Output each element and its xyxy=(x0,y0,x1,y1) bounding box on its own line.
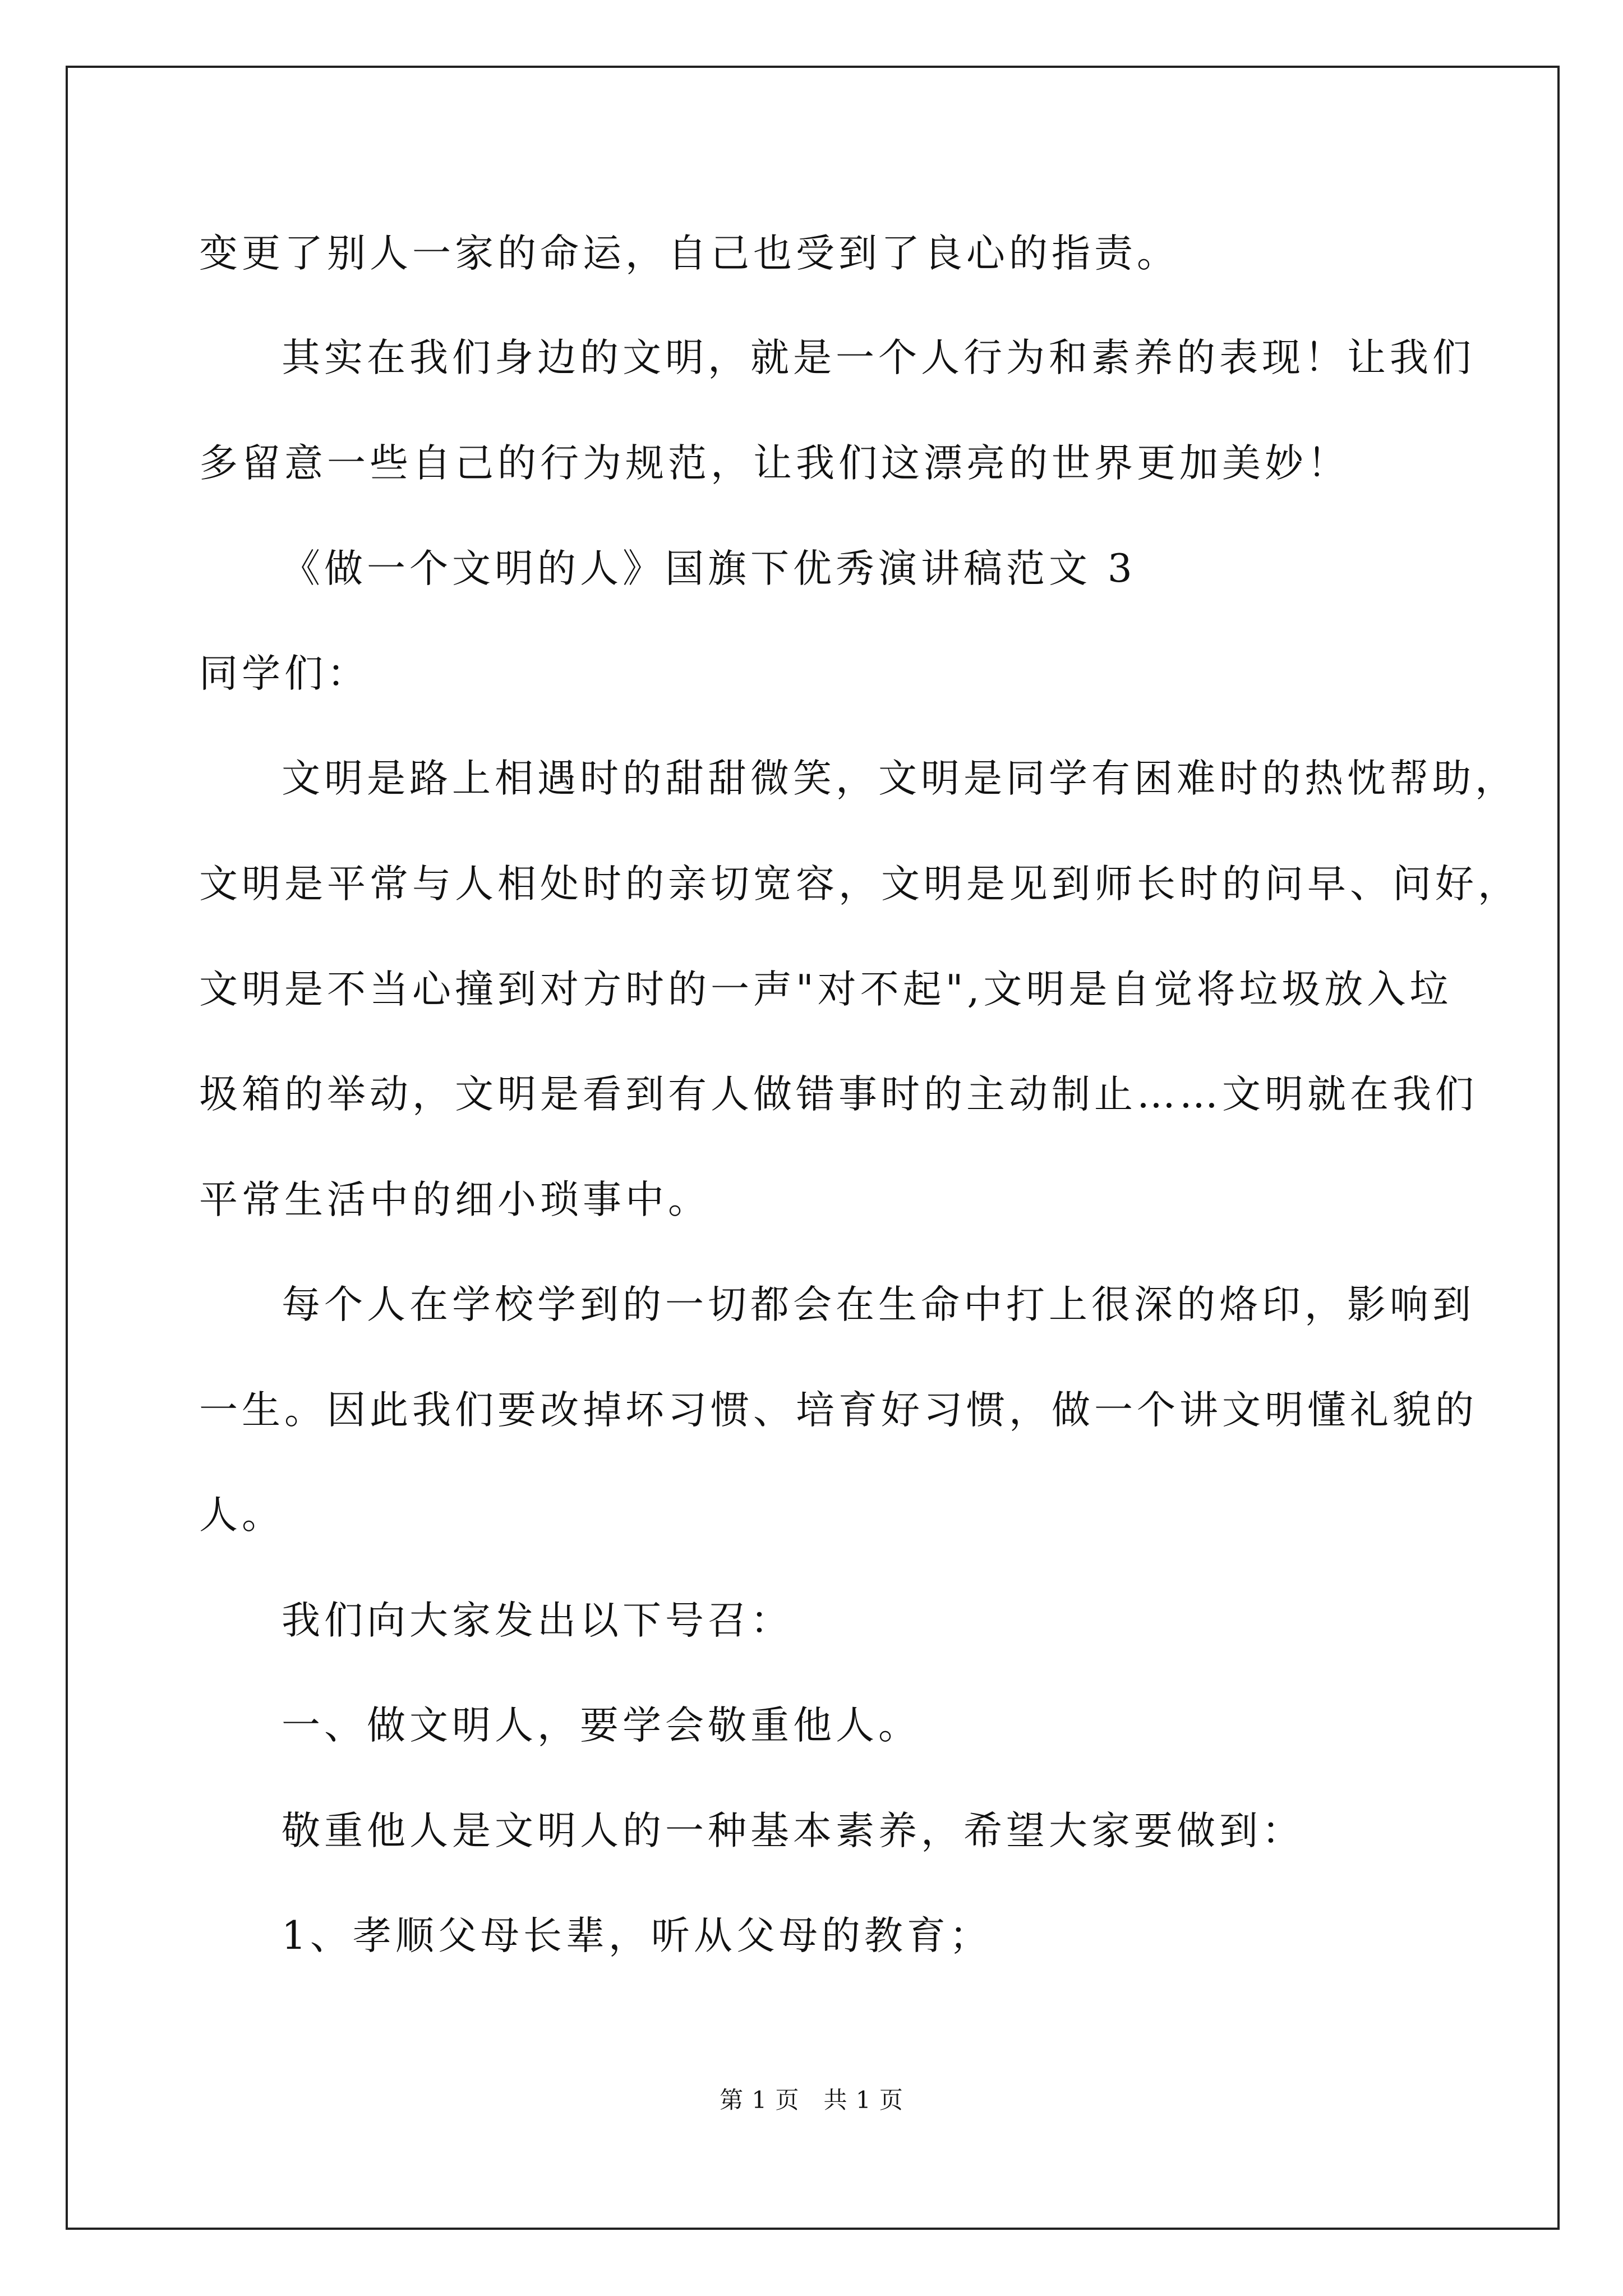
text-line: 一生。因此我们要改掉坏习惯、培育好习惯，做一个讲文明懂礼貌的 xyxy=(199,1388,1478,1433)
page-number: 第 1 页 共 1 页 xyxy=(720,2086,903,2114)
paragraph-start: 文明是路上相遇时的甜甜微笑，文明是同学有困难时的热忱帮助， xyxy=(282,756,1518,801)
salutation: 同学们： xyxy=(199,651,370,696)
paragraph-start: 我们向大家发出以下号召： xyxy=(282,1598,793,1643)
paragraph-start: 每个人在学校学到的一切都会在生命中打上很深的烙印，影响到 xyxy=(282,1282,1475,1327)
paragraph-start: 敬重他人是文明人的一种基本素养，希望大家要做到： xyxy=(282,1809,1304,1853)
page-border xyxy=(66,66,1560,2230)
paragraph-start: 一、做文明人，要学会敬重他人。 xyxy=(282,1703,921,1748)
text-line: 文明是不当心撞到对方时的一声"对不起",文明是自觉将垃圾放入垃 xyxy=(199,967,1453,1012)
text-line: 变更了别人一家的命运，自己也受到了良心的指责。 xyxy=(199,231,1179,276)
text-line: 平常生活中的细小琐事中。 xyxy=(199,1177,711,1222)
text-line: 圾箱的举动，文明是看到有人做错事时的主动制止……文明就在我们 xyxy=(199,1072,1478,1117)
text-line: 人。 xyxy=(199,1493,284,1538)
list-item: 1、孝顺父母长辈，听从父母的教育； xyxy=(282,1913,992,1958)
paragraph-start: 其实在我们身边的文明，就是一个人行为和素养的表现！让我们 xyxy=(282,335,1475,380)
section-heading: 《做一个文明的人》国旗下优秀演讲稿范文 3 xyxy=(282,546,1136,591)
text-line: 文明是平常与人相处时的亲切宽容，文明是见到师长时的问早、问好， xyxy=(199,862,1520,907)
text-line: 多留意一些自己的行为规范，让我们这漂亮的世界更加美妙！ xyxy=(199,441,1350,486)
